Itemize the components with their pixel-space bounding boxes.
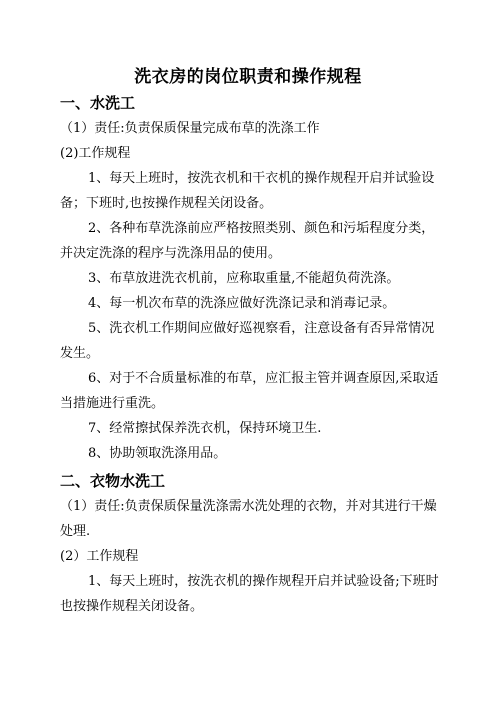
- document-title: 洗衣房的岗位职责和操作规程: [134, 67, 362, 87]
- section1-item-6-line-1: 6、对于不合质量标准的布草，应汇报主管并调查原因,采取适: [88, 371, 439, 386]
- section2-item-1-line-2: 也按操作规程关闭设备。: [60, 599, 204, 614]
- section2-procedure-label: (2）工作规程: [60, 549, 139, 564]
- section1-item-8: 8、协助领取洗涤用品。: [88, 446, 227, 461]
- section2-item-1-line-1: 1、每天上班时，按洗衣机的操作规程开启并试验设备;下班时: [88, 574, 439, 589]
- section-heading-washer: 一、水洗工: [60, 94, 136, 112]
- section1-item-5-line-2: 发生。: [60, 346, 100, 361]
- section1-item-5-line-1: 5、洗衣机工作期间应做好巡视察看，注意设备有否异常情况: [88, 321, 435, 336]
- section1-procedure-label: (2)工作规程: [60, 146, 131, 161]
- section2-responsibility-line-2: 处理.: [60, 524, 91, 539]
- section1-item-1-line-2: 备；下班时,也按操作规程关闭设备。: [60, 196, 273, 211]
- section1-item-6-line-2: 当措施进行重洗。: [60, 396, 165, 411]
- section1-responsibility: （1）责任:负责保质保量完成布草的洗涤工作: [60, 121, 320, 136]
- section1-item-4: 4、每一机次布草的洗涤应做好洗涤记录和消毒记录。: [88, 296, 396, 311]
- section1-item-1-line-1: 1、每天上班时，按洗衣机和干衣机的操作规程开启并试验设: [88, 171, 435, 186]
- section1-item-3: 3、布草放进洗衣机前，应称取重量,不能超负荷洗涤。: [88, 271, 400, 286]
- section1-item-2-line-1: 2、各种布草洗涤前应严格按照类别、颜色和污垢程度分类，: [88, 221, 435, 236]
- section1-item-2-line-2: 并决定洗涤的程序与洗涤用品的使用。: [60, 246, 282, 261]
- section-heading-clothing-washer: 二、衣物水洗工: [60, 472, 166, 490]
- section2-responsibility-line-1: （1）责任:负责保质保量洗涤需水洗处理的衣物，并对其进行干燥: [60, 499, 437, 514]
- section1-item-7: 7、经常擦拭保养洗衣机，保持环境卫生.: [88, 421, 322, 436]
